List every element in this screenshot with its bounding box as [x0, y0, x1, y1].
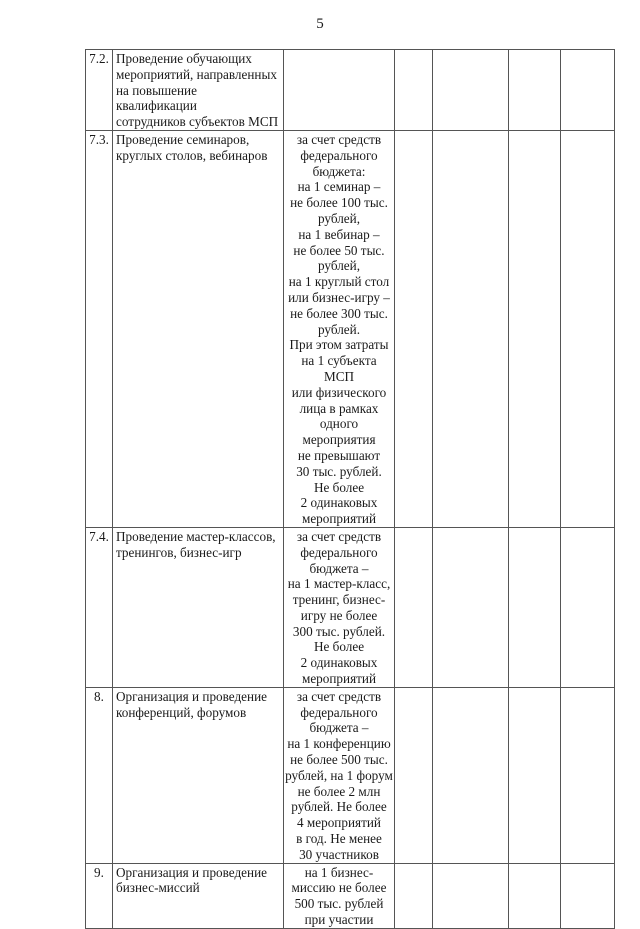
- row-number: 7.4.: [86, 527, 113, 687]
- measure-name: Проведение мастер-классов, тренингов, бизнес-игр: [113, 527, 284, 687]
- page-number: 5: [316, 16, 324, 32]
- table-row: [86, 527, 615, 687]
- empty-cell: [561, 130, 615, 527]
- empty-cell: [395, 130, 433, 527]
- empty-cell: [395, 863, 433, 928]
- measures-table: [85, 49, 615, 929]
- empty-cell: [561, 863, 615, 928]
- table-row: [86, 687, 615, 863]
- empty-cell: [561, 527, 615, 687]
- empty-cell: [433, 863, 509, 928]
- empty-cell: [509, 527, 561, 687]
- empty-cell: [509, 863, 561, 928]
- cost-limit: за счет средств федерального бюджета – на 1 конференцию не более 500 тыс. рублей, на 1 форум не более 2 млн рублей. Не более 4 мероприятий в год. Не менее 30 участников: [285, 688, 393, 862]
- table-row: [86, 863, 615, 928]
- measure-name: Проведение обучающих мероприятий, направленных на повышение квалификации сотрудников субъектов МСП: [113, 50, 284, 131]
- empty-cell: [433, 687, 509, 863]
- empty-cell: [561, 50, 615, 131]
- measure-name: Организация и проведение бизнес-миссий: [113, 863, 284, 928]
- cost-limit: [284, 50, 395, 131]
- empty-cell: [433, 130, 509, 527]
- cost-limit: за счет средств федерального бюджета: на 1 семинар – не более 100 тыс. рублей, на 1 вебинар – не более 50 тыс. рублей, на 1 круглый стол или бизнес-игру – не более 300 тыс. рублей. При этом затраты на 1 субъекта МСП или физического лица в рамках одного мероприятия не превышают 30 тыс. рублей. Не более 2 одинаковых мероприятий: [284, 130, 395, 527]
- empty-cell: [433, 527, 509, 687]
- measure-name: Проведение семинаров, круглых столов, вебинаров: [113, 130, 284, 527]
- row-number: 8.: [86, 687, 113, 863]
- empty-cell: [395, 527, 433, 687]
- empty-cell: [561, 687, 615, 863]
- empty-cell: [509, 130, 561, 527]
- empty-cell: [433, 50, 509, 131]
- table-row: [86, 50, 615, 131]
- cost-limit: за счет средств федерального бюджета – на 1 мастер-класс, тренинг, бизнес- игру не более 300 тыс. рублей. Не более 2 одинаковых мероприятий: [284, 527, 395, 687]
- cost-limit: на 1 бизнес- миссию не более 500 тыс. рублей при участии: [284, 863, 395, 928]
- empty-cell: [509, 50, 561, 131]
- row-number: 9.: [86, 863, 113, 928]
- measure-name: Организация и проведение конференций, форумов: [113, 687, 284, 863]
- empty-cell: [395, 687, 433, 863]
- empty-cell: [395, 50, 433, 131]
- empty-cell: [509, 687, 561, 863]
- row-number: 7.3.: [86, 130, 113, 527]
- table-row: [86, 130, 615, 527]
- row-number: 7.2.: [86, 50, 113, 131]
